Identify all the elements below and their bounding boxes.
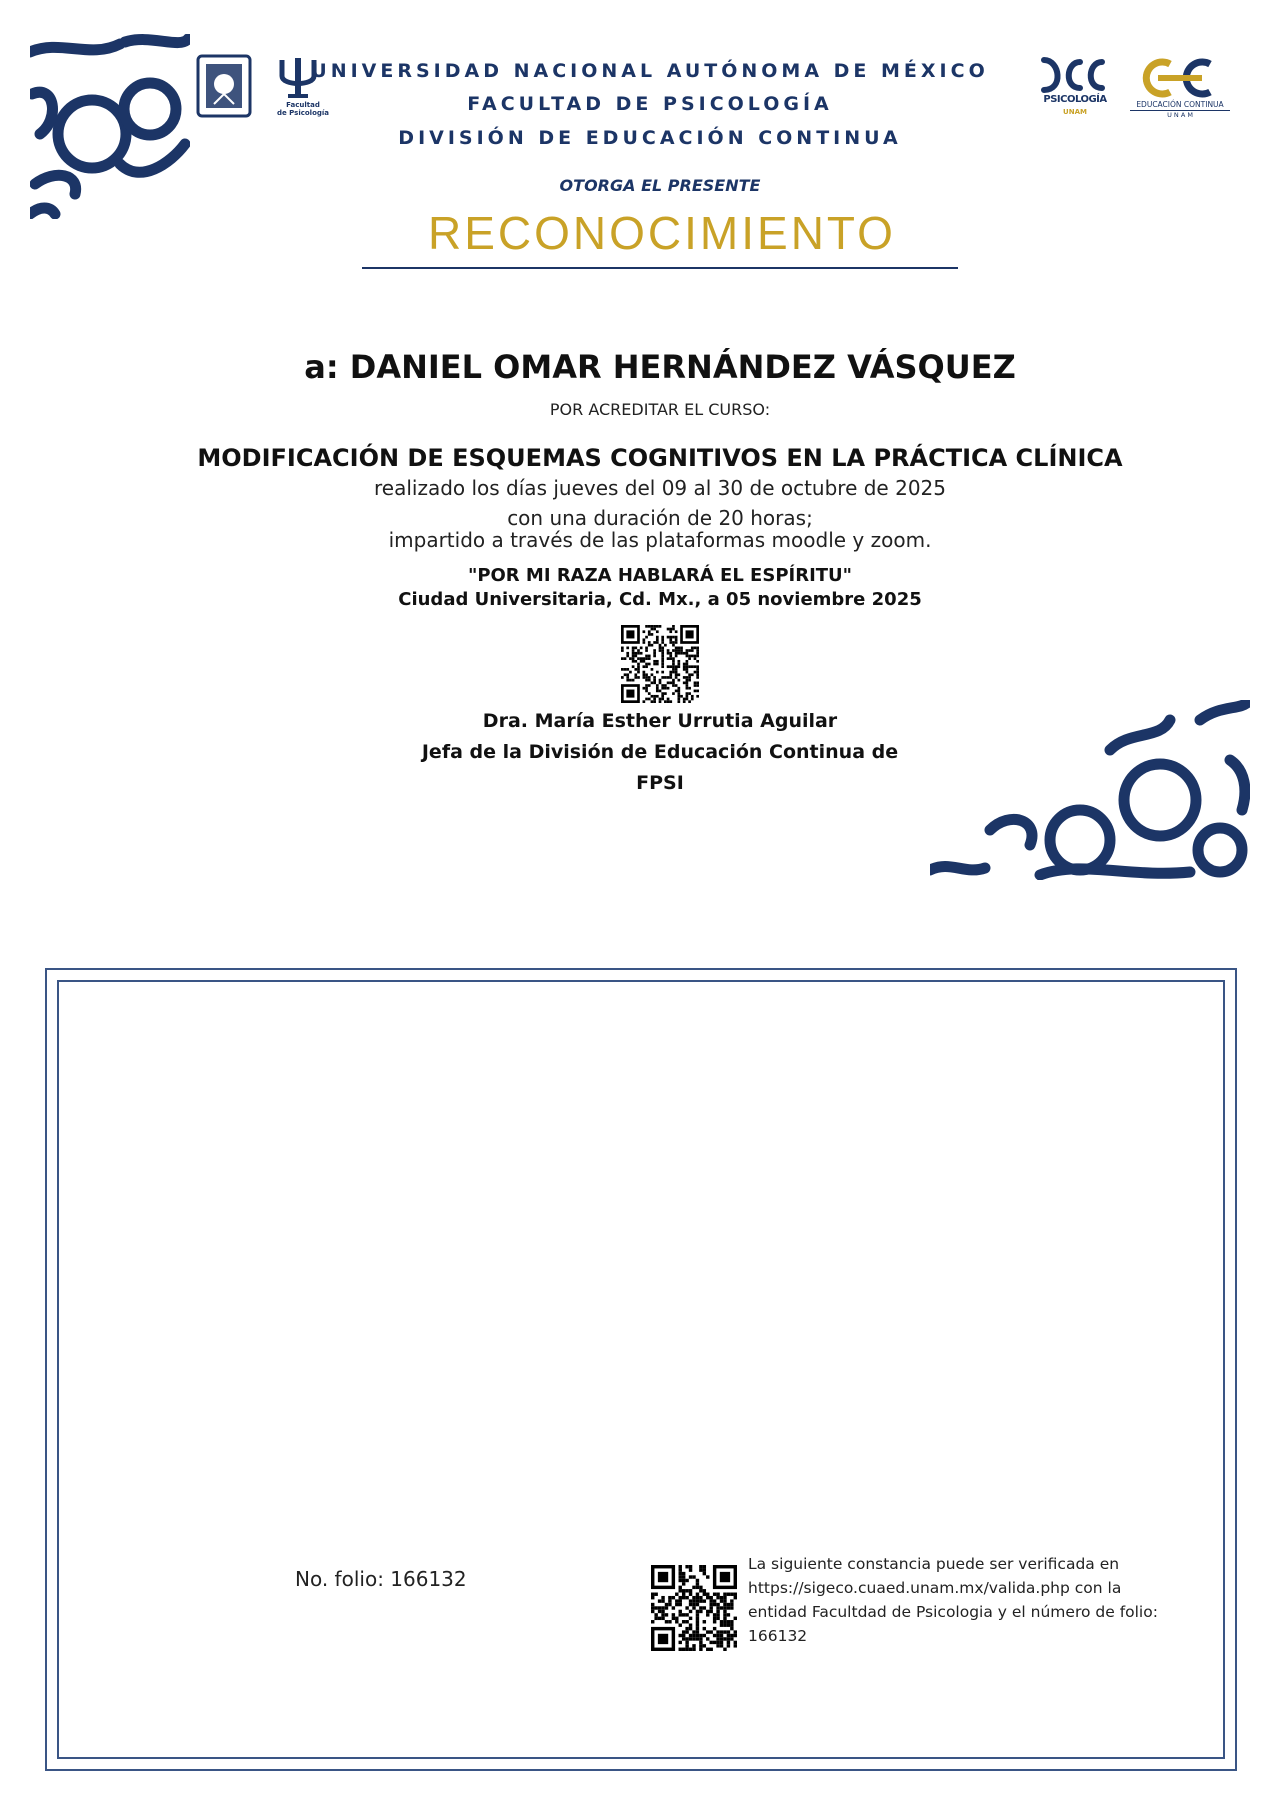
signer-title-line2: FPSI bbox=[636, 772, 684, 794]
fac-logo-text2: de Psicología bbox=[276, 109, 330, 117]
verify-line4: 166132 bbox=[748, 1627, 808, 1645]
unam-seal-logo bbox=[196, 54, 252, 118]
edu-continua-unam: U N A M bbox=[1130, 110, 1230, 119]
dec-logo-unam: UNAM bbox=[1063, 108, 1087, 116]
header-faculty: FACULTAD DE PSICOLOGÍA bbox=[467, 93, 833, 115]
otorga-text: OTORGA EL PRESENTE bbox=[559, 176, 761, 195]
fac-logo-text1: Facultad bbox=[286, 101, 320, 109]
course-dates: realizado los días jueves del 09 al 30 de octubre de 2025 bbox=[373, 476, 946, 500]
signer-title-line1: Jefa de la División de Educación Continua de bbox=[421, 741, 899, 763]
edu-continua-text: EDUCACIÓN CONTINUA bbox=[1136, 100, 1224, 109]
folio-number: No. folio: 166132 bbox=[295, 1567, 467, 1591]
signature-qr-code bbox=[621, 625, 699, 703]
place-and-date: Ciudad Universitaria, Cd. Mx., a 05 noviembre 2025 bbox=[398, 589, 922, 610]
recipient-name: a: DANIEL OMAR HERNÁNDEZ VÁSQUEZ bbox=[304, 348, 1016, 386]
verify-line1: La siguiente constancia puede ser verificada en bbox=[748, 1555, 1120, 1573]
signer-name: Dra. María Esther Urrutia Aguilar bbox=[482, 710, 838, 732]
title-underline bbox=[362, 267, 958, 269]
educacion-continua-logo bbox=[1130, 58, 1230, 124]
university-motto: "POR MI RAZA HABLARÁ EL ESPÍRITU" bbox=[467, 565, 853, 586]
verification-qr-code bbox=[651, 1565, 737, 1651]
certificate-title: RECONOCIMIENTO bbox=[428, 207, 896, 259]
dec-symbol-icon bbox=[1040, 56, 1106, 94]
corner-ornament-top-left bbox=[30, 34, 190, 219]
header-division: DIVISIÓN DE EDUCACIÓN CONTINUA bbox=[398, 127, 902, 149]
dec-logo-text: PSICOLOGÍA bbox=[1043, 94, 1107, 105]
course-name: MODIFICACIÓN DE ESQUEMAS COGNITIVOS EN LA PRÁCTICA CLÍNICA bbox=[197, 444, 1123, 472]
header-university: UNIVERSIDAD NACIONAL AUTÓNOMA DE MÉXICO bbox=[311, 60, 989, 82]
course-platform: impartido a través de las plataformas moodle y zoom. bbox=[388, 528, 932, 552]
verify-line2: https://sigeco.cuaed.unam.mx/valida.php con la bbox=[748, 1579, 1122, 1597]
edu-continua-symbol-icon bbox=[1140, 58, 1220, 98]
verification-text bbox=[748, 1552, 1168, 1648]
por-acreditar-text: POR ACREDITAR EL CURSO: bbox=[549, 400, 771, 419]
dec-psicologia-logo bbox=[1040, 56, 1110, 122]
verify-line3: entidad Facultdad de Psicologia y el número de folio: bbox=[748, 1603, 1158, 1621]
course-duration: con una duración de 20 horas; bbox=[507, 506, 813, 530]
